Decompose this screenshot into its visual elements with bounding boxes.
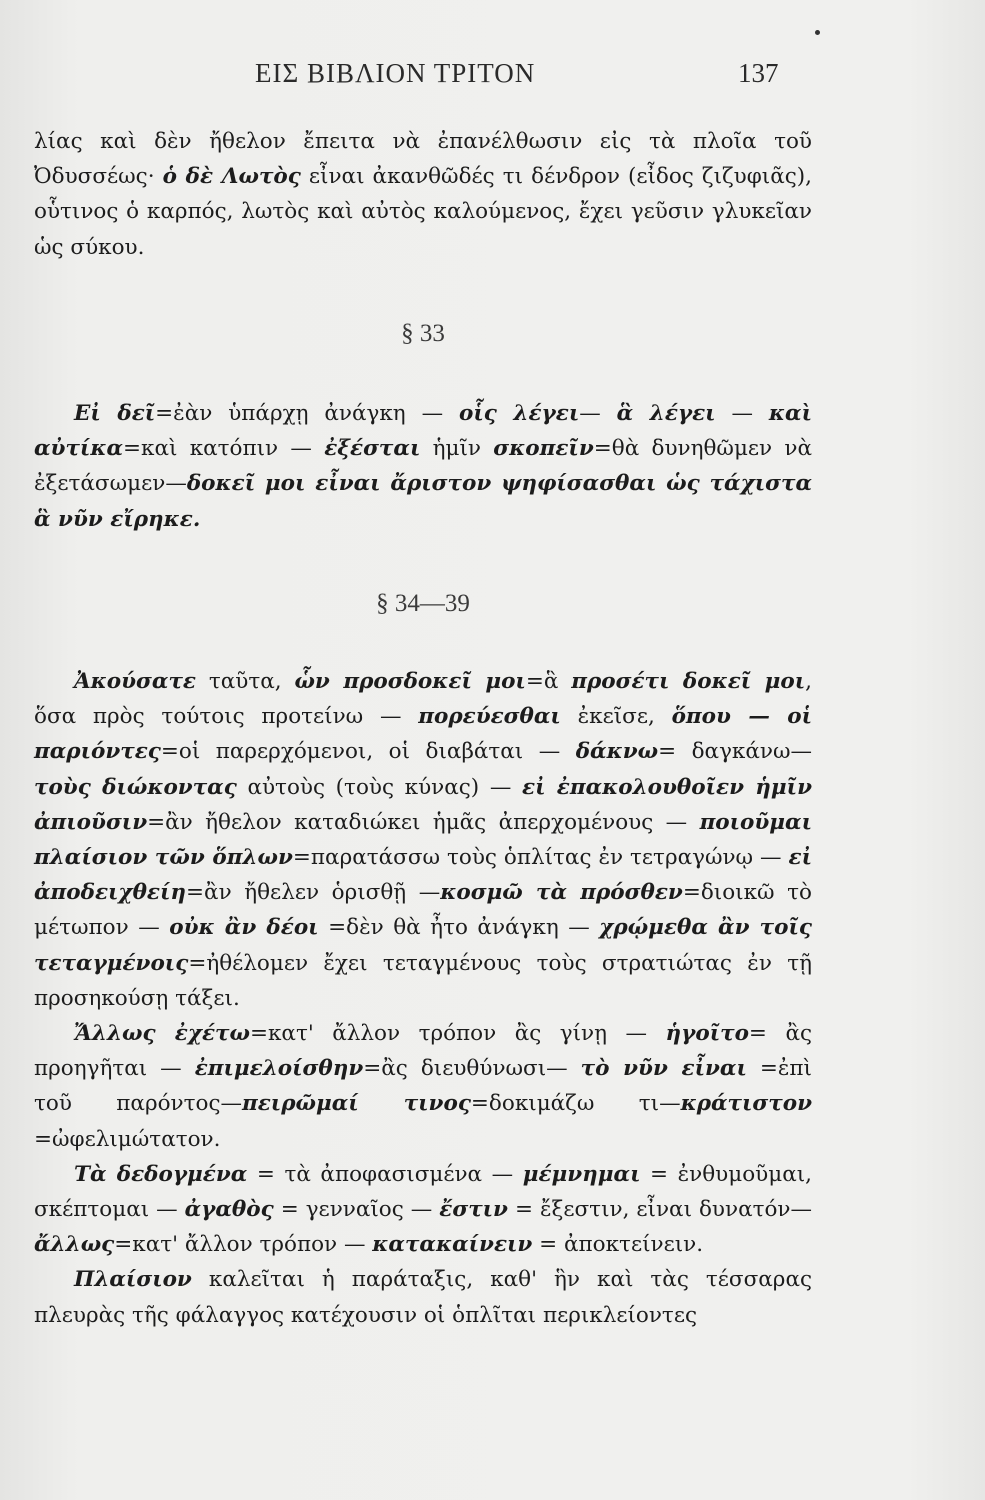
paragraph-section-34 bbox=[34, 664, 812, 1333]
paragraph-text bbox=[34, 124, 812, 265]
gloss-text: =ἐπὶ τοῦ παρόντος— bbox=[34, 1056, 812, 1117]
gloss-text: = ἂς προηγῆται — bbox=[34, 1021, 813, 1082]
section-34-heading-wrap bbox=[34, 586, 812, 621]
term: ποιοῦμαι πλαίσιον τῶν ὅπλων bbox=[34, 809, 812, 871]
term: σκοπεῖν bbox=[493, 436, 594, 462]
gloss-text: =ἂς διευθύνωσι— bbox=[363, 1056, 581, 1082]
term: εἰ ἀποδειχθείη bbox=[34, 845, 812, 906]
gloss-text: = ἐνθυμοῦμαι, σκέπτομαι — bbox=[34, 1161, 812, 1223]
gloss-text: καλεῖται ἡ παράταξις, καθ' ἣν καὶ τὰς τέσσαρας πλευρὰς τῆς φάλαγγος κατέχουσιν οἱ ὁπλῖται περικλείοντες bbox=[34, 1267, 812, 1328]
running-title: ΕΙΣ ΒΙΒΛΙΟΝ ΤΡΙΤΟΝ bbox=[255, 58, 536, 88]
gloss-text: ἡμῖν bbox=[420, 436, 494, 462]
gloss-text: , ὅσα πρὸς τούτοις προτείνω — bbox=[34, 669, 813, 730]
term: ἐξέσται bbox=[324, 436, 421, 462]
term: ἐπιμελοίσθην bbox=[194, 1056, 364, 1082]
term: κατακαίνειν bbox=[372, 1232, 533, 1258]
gloss-text: =ἐὰν ὑπάρχῃ ἀνάγκη — bbox=[155, 401, 460, 426]
gloss-text: =θὰ δυνηθῶμεν νὰ ἐξετάσωμεν— bbox=[34, 436, 812, 497]
gloss-text: =κατ' ἄλλον τρόπον — bbox=[114, 1232, 373, 1258]
ink-dot bbox=[815, 30, 820, 35]
term: ἄλλως bbox=[34, 1232, 115, 1258]
term: ἡγοῖτο bbox=[665, 1021, 749, 1047]
gloss-text: ταῦτα, bbox=[196, 669, 295, 694]
paragraph-text bbox=[34, 396, 812, 537]
gloss-text: αὐτοὺς (τοὺς κύνας) — bbox=[236, 774, 522, 800]
term: εἰ ἐπακολουθοῖεν ἡμῖν ἀπιοῦσιν bbox=[34, 774, 812, 835]
gloss-text: = γενναῖος — bbox=[273, 1197, 440, 1223]
term: πορεύεσθαι bbox=[418, 704, 561, 730]
paragraph-text bbox=[34, 1262, 812, 1332]
gloss-text: = δαγκάνω— bbox=[658, 739, 812, 765]
gloss-text: λίας καὶ δὲν ἤθελον ἔπειτα νὰ ἐπανέλθωσιν εἰς τὰ πλοῖα τοῦ Ὀδυσσέως· bbox=[34, 129, 812, 190]
term: Ἀκούσατε bbox=[74, 669, 196, 694]
term: ἃ λέγει bbox=[616, 401, 716, 426]
paragraph-section-33 bbox=[34, 396, 812, 537]
gloss-text: =ἃ bbox=[525, 669, 572, 694]
gloss-text: =δὲν θὰ ἦτο ἀνάγκη — bbox=[318, 915, 600, 941]
term: τὸ νῦν εἶναι bbox=[580, 1056, 747, 1082]
term: τοὺς διώκοντας bbox=[34, 774, 237, 800]
paragraph-text bbox=[34, 1016, 812, 1157]
gloss-text: — bbox=[715, 401, 769, 426]
term: ἀγαθὸς bbox=[184, 1197, 274, 1223]
term: οὐκ ἂν δέοι bbox=[169, 915, 319, 941]
term: μέμνημαι bbox=[522, 1161, 641, 1187]
paragraph-text bbox=[34, 1157, 812, 1263]
term: Ἄλλως ἐχέτω bbox=[74, 1021, 250, 1047]
term: ὧν προσδοκεῖ μοι bbox=[294, 669, 526, 694]
term: κράτιστον bbox=[680, 1091, 812, 1117]
page-number: 137 bbox=[738, 58, 779, 88]
paragraph-text bbox=[34, 664, 812, 1016]
term: ὁ δὲ Λωτὸς bbox=[162, 164, 301, 190]
running-head bbox=[0, 58, 985, 98]
term: Πλαίσιον bbox=[74, 1267, 192, 1293]
term: δάκνω bbox=[575, 739, 659, 765]
gloss-text: =ὠφελιμώτατον. bbox=[34, 1126, 221, 1152]
gloss-text: =δοκιμάζω τι— bbox=[470, 1091, 681, 1117]
gloss-text: = ἔξεστιν, εἶναι δυνατόν— bbox=[507, 1197, 813, 1223]
term: πειρῶμαί τινος bbox=[241, 1091, 471, 1117]
gloss-text: =καὶ κατόπιν — bbox=[123, 436, 325, 462]
term: οἷς λέγει bbox=[459, 401, 580, 426]
gloss-text: = ἀποκτείνειν. bbox=[532, 1232, 704, 1258]
section-34-39-heading: § 34—39 bbox=[376, 590, 470, 617]
term: ἔστιν bbox=[439, 1197, 508, 1223]
term: καὶ αὐτίκα bbox=[34, 401, 812, 462]
term: χρῴμεθα ἂν τοῖς τεταγμένοις bbox=[34, 915, 812, 976]
term: Τὰ δεδογμένα bbox=[74, 1161, 248, 1187]
gloss-text: =ἂν ἤθελεν ὁρισθῇ — bbox=[186, 880, 441, 906]
gloss-text: — bbox=[579, 401, 617, 426]
gloss-text: =ἠθέλομεν ἔχει τεταγμένους τοὺς στρατιώτας ἐν τῇ προσηκούσῃ τάξει. bbox=[34, 950, 812, 1011]
gloss-text: =παρατάσσω τοὺς ὁπλίτας ἐν τετραγώνῳ — bbox=[292, 845, 789, 871]
section-33-heading-wrap bbox=[34, 316, 812, 351]
term: δοκεῖ μοι εἶναι ἄριστον ψηφίσασθαι ὡς τάχιστα ἃ νῦν εἴρηκε. bbox=[34, 471, 812, 532]
gloss-text: εἶναι ἀκανθῶδές τι δένδρον (εἶδος ζιζυφιᾶς), οὗτινος ὁ καρπός, λωτὸς καὶ αὐτὸς καλούμενος, ἔχει γεῦσιν γλυκεῖαν ὡς σύκου. bbox=[34, 164, 812, 260]
gloss-text: ἐκεῖσε, bbox=[560, 704, 672, 730]
term: ὅπου — οἱ παριόντες bbox=[34, 704, 812, 765]
gloss-text: = τὰ ἀποφασισμένα — bbox=[247, 1161, 523, 1187]
gloss-text: =ἂν ἤθελον καταδιώκει ἡμᾶς ἀπερχομένους — bbox=[147, 809, 700, 835]
term: Εἰ δεῖ bbox=[74, 401, 156, 426]
term: προσέτι δοκεῖ μοι bbox=[571, 669, 806, 694]
gloss-text: =κατ' ἄλλον τρόπον ἂς γίνῃ — bbox=[249, 1021, 666, 1047]
gloss-text: =διοικῶ τὸ μέτωπον — bbox=[34, 880, 812, 941]
gloss-text: =οἱ παρερχόμενοι, οἱ διαβάται — bbox=[160, 739, 576, 765]
section-33-heading: § 33 bbox=[401, 320, 445, 347]
paragraph-lotus bbox=[34, 124, 812, 265]
term: κοσμῶ τὰ πρόσθεν bbox=[440, 880, 683, 906]
